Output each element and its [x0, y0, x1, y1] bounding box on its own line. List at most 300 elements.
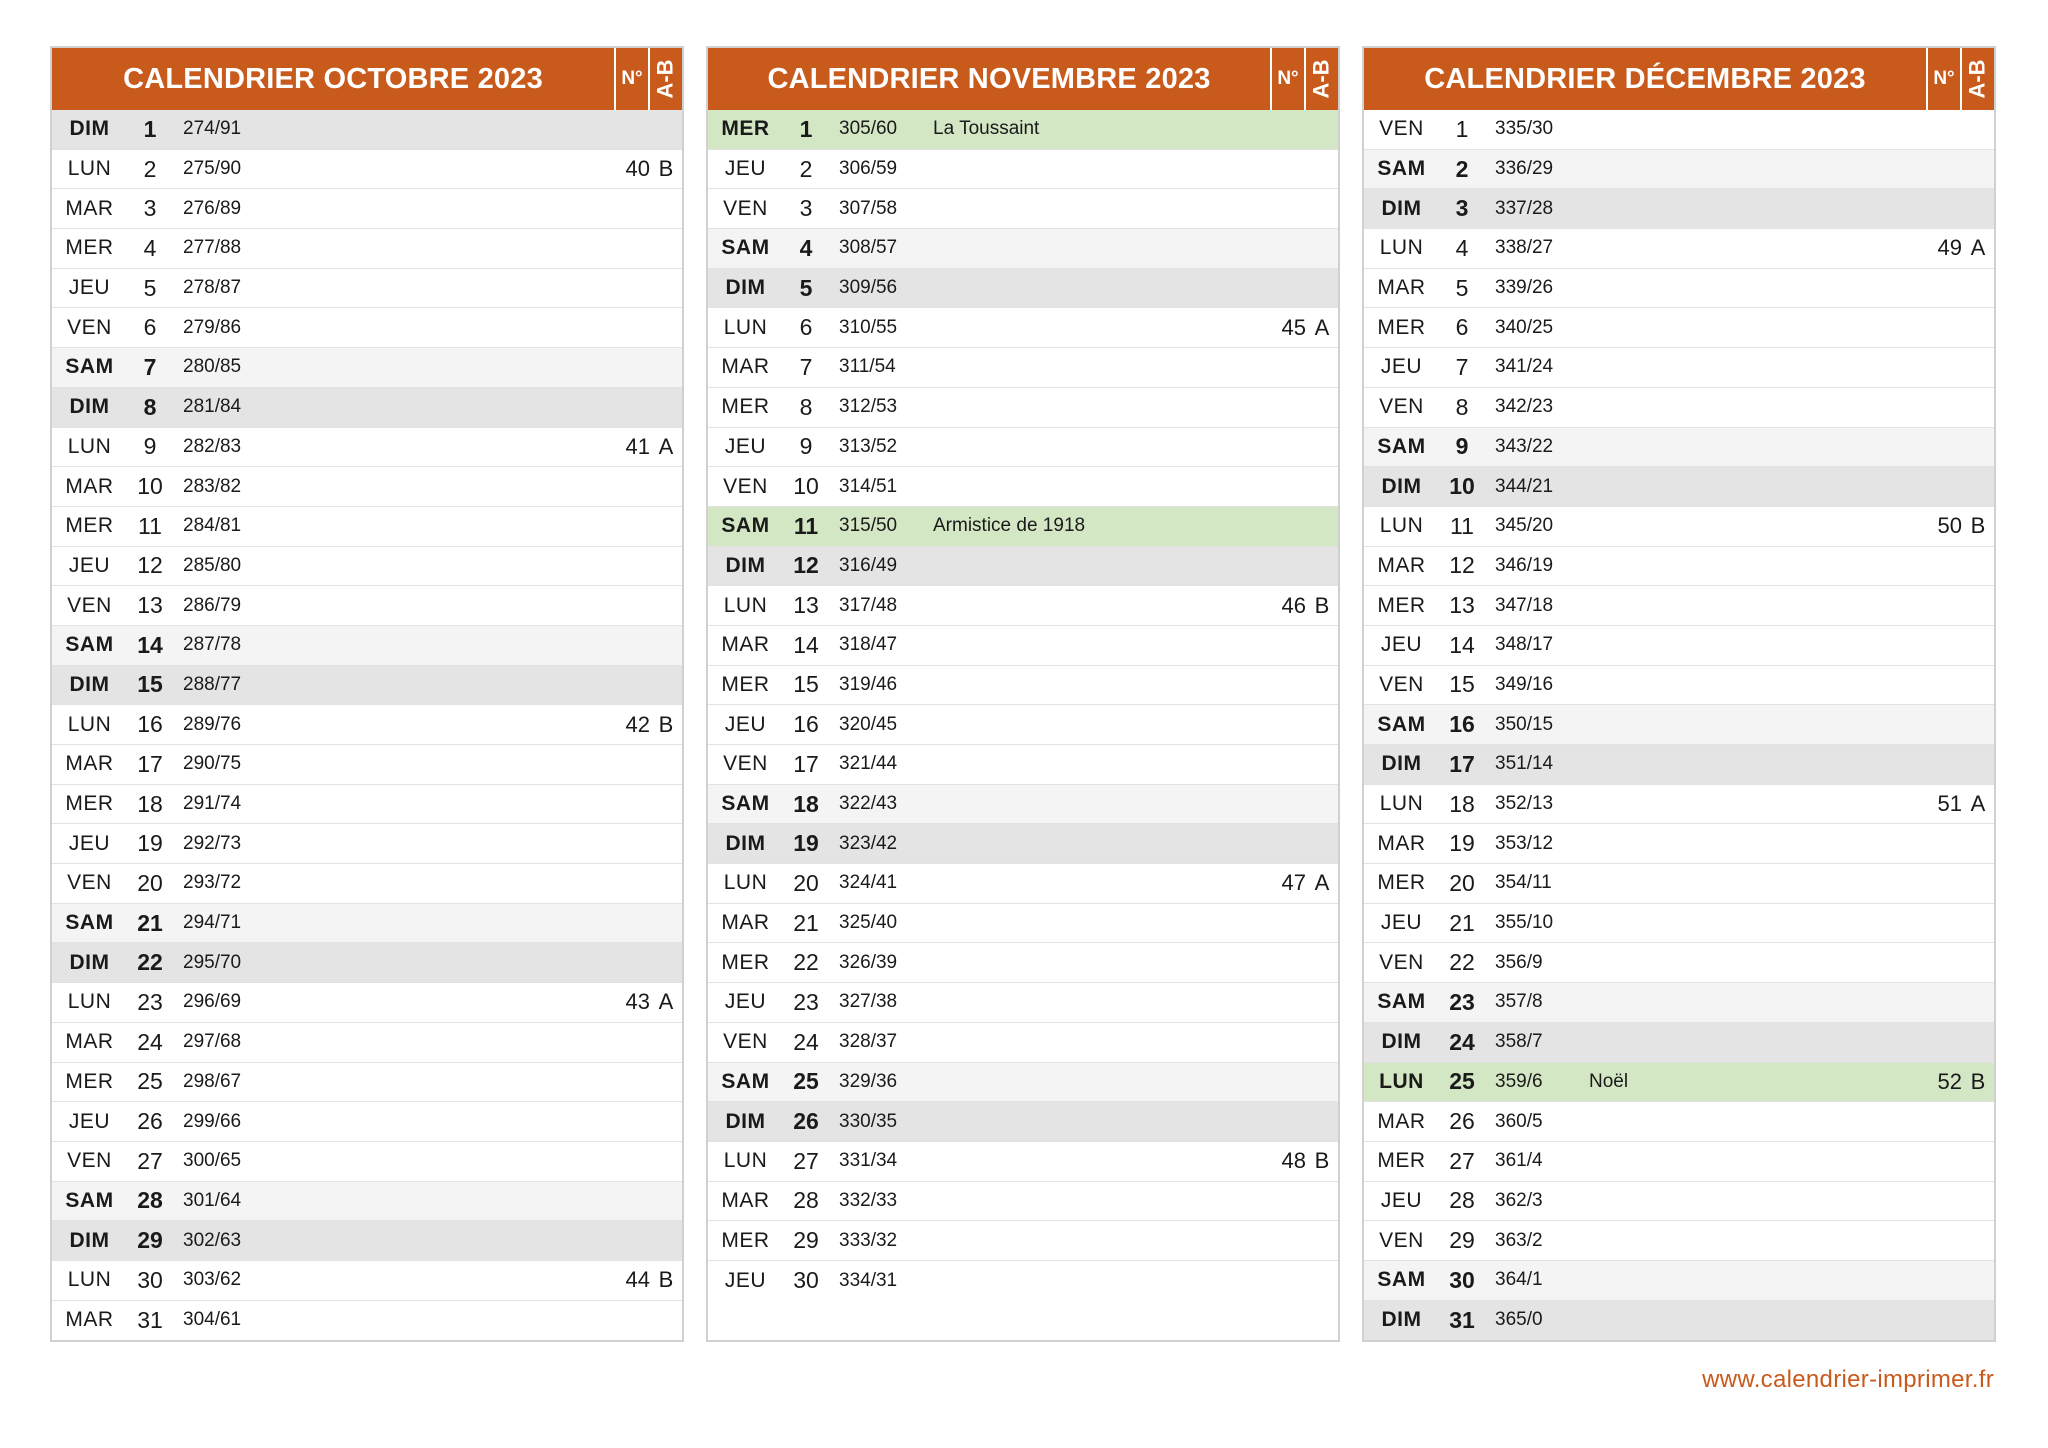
day-of-week: DIM	[1381, 474, 1422, 498]
week-number-header: N°	[1270, 48, 1304, 110]
day-number: 25	[1449, 1068, 1475, 1095]
day-row	[1364, 983, 1994, 1023]
day-of-week: SAM	[721, 792, 770, 816]
ab-week-header-label: A-B	[1309, 59, 1335, 99]
day-of-year: 274/91	[183, 118, 242, 140]
day-number: 29	[1449, 1227, 1475, 1254]
day-of-week: MAR	[65, 752, 114, 776]
ab-week-header	[648, 48, 682, 110]
day-row	[52, 1102, 682, 1142]
day-of-week: SAM	[1377, 1268, 1426, 1292]
day-number: 18	[137, 790, 163, 817]
day-number: 20	[793, 869, 819, 896]
calendar-header	[52, 48, 682, 110]
day-row	[1364, 586, 1994, 626]
day-row	[1364, 904, 1994, 944]
day-number: 2	[143, 155, 157, 182]
day-row	[52, 1301, 682, 1341]
day-number: 12	[137, 552, 163, 579]
day-row	[1364, 1301, 1994, 1341]
day-row	[708, 348, 1338, 388]
day-of-year: 301/64	[183, 1189, 242, 1211]
day-number: 18	[793, 790, 819, 817]
day-number: 25	[137, 1068, 163, 1095]
event-label: Armistice de 1918	[933, 515, 1086, 537]
day-of-week: DIM	[725, 1109, 766, 1133]
day-of-week: LUN	[1379, 792, 1424, 816]
ab-week: B	[658, 1267, 674, 1293]
day-of-year: 341/24	[1495, 356, 1554, 378]
calendar-october	[50, 46, 684, 1342]
day-row	[708, 1182, 1338, 1222]
day-number: 30	[793, 1267, 819, 1294]
week-number: 50	[1937, 513, 1962, 539]
day-row	[1364, 705, 1994, 745]
day-of-week: MER	[65, 514, 114, 538]
day-of-week: VEN	[1379, 117, 1424, 141]
week-number-header: N°	[1926, 48, 1960, 110]
day-of-week: LUN	[67, 434, 112, 458]
day-row	[708, 388, 1338, 428]
day-row	[52, 1261, 682, 1301]
day-row	[52, 904, 682, 944]
day-of-week: DIM	[1381, 1308, 1422, 1332]
day-number: 17	[793, 750, 819, 777]
day-of-week: MER	[721, 117, 770, 141]
week-number: 45	[1281, 314, 1306, 340]
day-of-year: 296/69	[183, 991, 242, 1013]
day-of-year: 358/7	[1495, 1031, 1543, 1053]
ab-week: A	[1970, 235, 1986, 261]
day-row	[708, 150, 1338, 190]
day-row	[1364, 1142, 1994, 1182]
day-number: 30	[137, 1266, 163, 1293]
day-row	[1364, 110, 1994, 150]
day-row	[52, 229, 682, 269]
day-of-week: LUN	[723, 871, 768, 895]
day-of-year: 304/61	[183, 1309, 242, 1331]
ab-week: B	[1314, 592, 1330, 618]
day-number: 24	[793, 1028, 819, 1055]
day-number: 2	[799, 155, 813, 182]
day-number: 4	[143, 234, 157, 261]
day-number: 26	[137, 1108, 163, 1135]
day-of-week: JEU	[724, 157, 767, 181]
day-number: 26	[1449, 1108, 1475, 1135]
day-number: 9	[143, 433, 157, 460]
day-of-week: LUN	[67, 990, 112, 1014]
day-of-week: JEU	[1380, 355, 1423, 379]
day-row	[52, 1063, 682, 1103]
week-number: 48	[1281, 1148, 1306, 1174]
day-of-year: 286/79	[183, 594, 242, 616]
day-of-week: MER	[1377, 871, 1426, 895]
day-row	[52, 467, 682, 507]
day-of-year: 351/14	[1495, 753, 1554, 775]
day-of-year: 317/48	[839, 594, 898, 616]
day-row	[52, 1182, 682, 1222]
day-row	[52, 507, 682, 547]
day-number: 12	[793, 552, 819, 579]
calendar-title: CALENDRIER NOVEMBRE 2023	[767, 62, 1211, 95]
day-row	[708, 864, 1338, 904]
day-of-week: MER	[1377, 593, 1426, 617]
day-number: 18	[1449, 790, 1475, 817]
day-of-year: 359/6	[1495, 1070, 1543, 1092]
day-of-week: SAM	[65, 1188, 114, 1212]
day-of-year: 276/89	[183, 197, 242, 219]
day-of-week: MAR	[721, 911, 770, 935]
day-of-week: LUN	[1379, 1069, 1424, 1093]
day-number: 16	[793, 711, 819, 738]
day-number: 4	[799, 234, 813, 261]
day-row	[1364, 428, 1994, 468]
day-of-year: 338/27	[1495, 237, 1554, 259]
day-of-week: DIM	[725, 831, 766, 855]
day-number: 10	[137, 473, 163, 500]
day-of-year: 346/19	[1495, 554, 1554, 576]
day-row	[1364, 308, 1994, 348]
day-number: 24	[1449, 1028, 1475, 1055]
day-number: 10	[1449, 473, 1475, 500]
day-number: 5	[143, 274, 157, 301]
day-of-year: 281/84	[183, 396, 242, 418]
day-row	[1364, 824, 1994, 864]
day-of-week: VEN	[67, 593, 112, 617]
day-of-year: 309/56	[839, 277, 898, 299]
day-of-year: 349/16	[1495, 673, 1554, 695]
day-of-year: 315/50	[839, 515, 898, 537]
day-row	[1364, 507, 1994, 547]
day-of-year: 302/63	[183, 1229, 242, 1251]
day-of-week: MER	[721, 950, 770, 974]
ab-week: B	[1314, 1148, 1330, 1174]
ab-week-header	[1304, 48, 1338, 110]
week-number: 51	[1937, 791, 1962, 817]
day-of-year: 354/11	[1495, 872, 1552, 894]
day-number: 22	[137, 949, 163, 976]
day-row	[708, 983, 1338, 1023]
day-number: 28	[137, 1187, 163, 1214]
day-of-year: 335/30	[1495, 118, 1554, 140]
day-number: 14	[137, 631, 163, 658]
day-number: 14	[1449, 631, 1475, 658]
day-of-week: JEU	[68, 276, 111, 300]
day-row	[708, 1063, 1338, 1103]
day-number: 19	[1449, 830, 1475, 857]
day-row	[1364, 1102, 1994, 1142]
day-number: 11	[793, 512, 819, 539]
day-row	[52, 189, 682, 229]
calendar-header	[1364, 48, 1994, 110]
day-of-year: 350/15	[1495, 713, 1554, 735]
day-number: 9	[799, 433, 813, 460]
day-of-year: 299/66	[183, 1110, 242, 1132]
day-number: 29	[793, 1227, 819, 1254]
week-number: 40	[625, 156, 650, 182]
day-row	[1364, 229, 1994, 269]
day-number: 20	[1449, 869, 1475, 896]
day-row	[1364, 864, 1994, 904]
day-row	[708, 308, 1338, 348]
day-row	[1364, 1063, 1994, 1103]
footer-website-link[interactable]: www.calendrier-imprimer.fr	[1702, 1366, 1994, 1393]
day-number: 31	[137, 1306, 163, 1333]
day-number: 19	[137, 830, 163, 857]
day-row	[708, 785, 1338, 825]
day-of-week: MER	[721, 1228, 770, 1252]
day-row	[1364, 1023, 1994, 1063]
day-number: 6	[799, 314, 813, 341]
day-row	[708, 1102, 1338, 1142]
day-of-week: MER	[721, 395, 770, 419]
day-of-year: 306/59	[839, 158, 898, 180]
day-of-week: DIM	[1381, 752, 1422, 776]
day-of-year: 356/9	[1495, 951, 1543, 973]
day-row	[708, 1221, 1338, 1261]
day-of-year: 310/55	[839, 316, 898, 338]
day-row	[52, 983, 682, 1023]
day-of-year: 292/73	[183, 832, 242, 854]
day-number: 31	[1449, 1306, 1475, 1333]
day-of-week: MER	[65, 1069, 114, 1093]
day-of-year: 334/31	[839, 1269, 898, 1291]
day-of-week: VEN	[67, 315, 112, 339]
day-of-week: JEU	[68, 1109, 111, 1133]
day-of-year: 337/28	[1495, 197, 1554, 219]
day-of-year: 360/5	[1495, 1110, 1543, 1132]
day-row	[1364, 150, 1994, 190]
day-row	[52, 110, 682, 150]
day-of-year: 308/57	[839, 237, 898, 259]
day-rows	[1364, 110, 1994, 1340]
day-row	[1364, 467, 1994, 507]
day-of-week: SAM	[1377, 434, 1426, 458]
day-of-week: VEN	[1379, 1228, 1424, 1252]
day-of-week: JEU	[1380, 911, 1423, 935]
day-of-year: 282/83	[183, 435, 242, 457]
day-number: 17	[1449, 750, 1475, 777]
day-number: 5	[1455, 274, 1469, 301]
calendar-november	[706, 46, 1340, 1342]
day-of-year: 288/77	[183, 673, 242, 695]
day-row	[1364, 547, 1994, 587]
day-row	[708, 745, 1338, 785]
day-number: 5	[799, 274, 813, 301]
day-row	[52, 388, 682, 428]
day-row	[708, 626, 1338, 666]
day-number: 13	[793, 592, 819, 619]
day-row	[1364, 189, 1994, 229]
day-row	[708, 467, 1338, 507]
day-of-week: VEN	[67, 871, 112, 895]
day-of-week: MER	[721, 672, 770, 696]
day-number: 19	[793, 830, 819, 857]
day-number: 23	[793, 988, 819, 1015]
day-row	[52, 943, 682, 983]
day-row	[1364, 1182, 1994, 1222]
day-number: 6	[143, 314, 157, 341]
ab-week: A	[1314, 314, 1330, 340]
day-number: 13	[1449, 592, 1475, 619]
day-number: 15	[793, 671, 819, 698]
day-number: 13	[137, 592, 163, 619]
day-of-year: 287/78	[183, 634, 242, 656]
day-number: 24	[137, 1028, 163, 1055]
day-of-year: 316/49	[839, 554, 898, 576]
day-row	[708, 269, 1338, 309]
day-row	[708, 1023, 1338, 1063]
day-of-year: 279/86	[183, 316, 242, 338]
day-of-year: 336/29	[1495, 158, 1554, 180]
day-of-week: VEN	[1379, 950, 1424, 974]
day-row	[52, 308, 682, 348]
day-of-week: JEU	[724, 990, 767, 1014]
day-of-week: DIM	[69, 672, 110, 696]
ab-week: B	[658, 156, 674, 182]
day-row	[52, 705, 682, 745]
day-of-year: 290/75	[183, 753, 242, 775]
week-number: 47	[1281, 870, 1306, 896]
day-row	[1364, 1221, 1994, 1261]
day-of-year: 313/52	[839, 435, 898, 457]
day-row	[1364, 388, 1994, 428]
day-row	[52, 745, 682, 785]
day-of-year: 342/23	[1495, 396, 1554, 418]
day-number: 15	[1449, 671, 1475, 698]
day-number: 6	[1455, 314, 1469, 341]
day-row	[708, 904, 1338, 944]
ab-week: B	[658, 711, 674, 737]
ab-week: A	[658, 989, 674, 1015]
day-of-week: DIM	[1381, 196, 1422, 220]
day-of-year: 326/39	[839, 951, 898, 973]
day-of-year: 330/35	[839, 1110, 898, 1132]
calendar-december	[1362, 46, 1996, 1342]
day-row	[708, 507, 1338, 547]
day-of-year: 291/74	[183, 793, 242, 815]
day-number: 1	[799, 115, 813, 142]
day-number: 28	[1449, 1187, 1475, 1214]
day-number: 28	[793, 1187, 819, 1214]
day-of-year: 357/8	[1495, 991, 1543, 1013]
day-of-week: LUN	[723, 315, 768, 339]
day-number: 25	[793, 1068, 819, 1095]
day-of-week: MAR	[1377, 1109, 1426, 1133]
day-of-week: VEN	[723, 1030, 768, 1054]
day-row	[52, 1221, 682, 1261]
day-of-week: LUN	[723, 1149, 768, 1173]
day-of-week: JEU	[724, 712, 767, 736]
day-number: 21	[137, 909, 163, 936]
day-of-week: MAR	[1377, 276, 1426, 300]
day-of-week: DIM	[725, 553, 766, 577]
day-of-week: MER	[65, 792, 114, 816]
day-of-year: 300/65	[183, 1150, 242, 1172]
day-of-week: VEN	[723, 196, 768, 220]
day-of-week: JEU	[724, 1268, 767, 1292]
day-of-week: MAR	[65, 474, 114, 498]
day-of-week: VEN	[723, 474, 768, 498]
day-of-year: 328/37	[839, 1031, 898, 1053]
day-row	[1364, 745, 1994, 785]
day-row	[708, 943, 1338, 983]
week-number: 49	[1937, 235, 1962, 261]
ab-week-header-label: A-B	[1965, 59, 1991, 99]
ab-week: A	[1970, 791, 1986, 817]
day-of-week: MAR	[721, 355, 770, 379]
day-of-week: SAM	[1377, 157, 1426, 181]
day-of-week: SAM	[65, 633, 114, 657]
day-number: 22	[793, 949, 819, 976]
day-row	[1364, 666, 1994, 706]
day-of-week: SAM	[1377, 990, 1426, 1014]
ab-week: A	[1314, 870, 1330, 896]
day-number: 20	[137, 869, 163, 896]
week-number: 52	[1937, 1068, 1962, 1094]
day-number: 21	[793, 909, 819, 936]
day-of-year: 278/87	[183, 277, 242, 299]
day-row	[52, 428, 682, 468]
day-number: 23	[1449, 988, 1475, 1015]
day-of-year: 348/17	[1495, 634, 1554, 656]
day-of-year: 347/18	[1495, 594, 1554, 616]
day-number: 7	[1455, 353, 1469, 380]
ab-week: B	[1970, 1068, 1986, 1094]
event-label: La Toussaint	[933, 118, 1040, 140]
day-of-week: LUN	[67, 712, 112, 736]
day-of-week: JEU	[1380, 1188, 1423, 1212]
day-rows	[708, 110, 1338, 1301]
day-number: 1	[1455, 115, 1469, 142]
day-row	[1364, 269, 1994, 309]
day-of-year: 283/82	[183, 475, 242, 497]
day-of-year: 322/43	[839, 793, 898, 815]
day-of-week: SAM	[65, 355, 114, 379]
day-of-week: DIM	[69, 950, 110, 974]
day-of-year: 318/47	[839, 634, 898, 656]
day-of-week: SAM	[65, 911, 114, 935]
day-of-year: 340/25	[1495, 316, 1554, 338]
day-of-year: 344/21	[1495, 475, 1554, 497]
day-number: 9	[1455, 433, 1469, 460]
day-of-week: SAM	[721, 236, 770, 260]
day-of-week: MAR	[65, 196, 114, 220]
day-number: 16	[137, 711, 163, 738]
day-of-year: 339/26	[1495, 277, 1554, 299]
day-of-year: 363/2	[1495, 1229, 1543, 1251]
day-of-year: 361/4	[1495, 1150, 1543, 1172]
day-row	[1364, 943, 1994, 983]
day-number: 10	[793, 473, 819, 500]
day-of-week: JEU	[724, 434, 767, 458]
day-of-week: LUN	[67, 157, 112, 181]
day-of-year: 343/22	[1495, 435, 1554, 457]
day-row	[708, 1261, 1338, 1301]
day-number: 27	[793, 1147, 819, 1174]
day-row	[708, 229, 1338, 269]
day-row	[52, 666, 682, 706]
day-number: 8	[799, 393, 813, 420]
day-number: 12	[1449, 552, 1475, 579]
day-of-week: DIM	[69, 395, 110, 419]
day-of-week: MER	[1377, 315, 1426, 339]
day-of-year: 295/70	[183, 951, 242, 973]
week-number: 43	[625, 989, 650, 1015]
day-of-year: 345/20	[1495, 515, 1554, 537]
day-row	[52, 348, 682, 388]
ab-week-header-label: A-B	[653, 59, 679, 99]
